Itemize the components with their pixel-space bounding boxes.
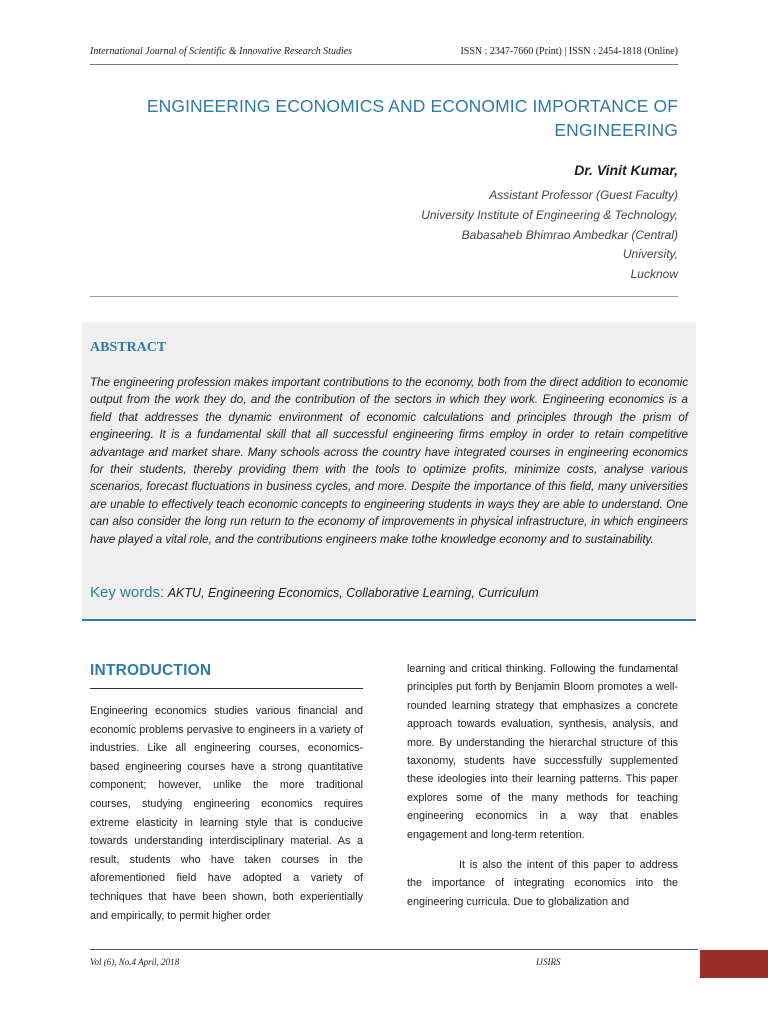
body-paragraph: Engineering economics studies various financial and economic problems pervasive to engineers in a variety of industries. Like all engineering courses, economics-based engineering courses have a strong quantitative component; however, unlike the more traditional courses, studying engineering economics requires extreme elasticity in learning style that is conducive towards understanding interdisciplinary material. As a result, students who have taken courses in the aforementioned field have adopted a variety of techniques that have been shown, both experientially and empirically, to permit higher order bbox=[90, 705, 363, 922]
author-name: Dr. Vinit Kumar, bbox=[574, 162, 678, 178]
abstract-section bbox=[82, 322, 696, 621]
affiliation-line: Babasaheb Bhimrao Ambedkar (Central) bbox=[461, 227, 678, 242]
paper-title-line-2: ENGINEERING bbox=[554, 120, 678, 140]
left-column bbox=[90, 702, 363, 925]
running-header-journal: International Journal of Scientific & Innovative Research Studies bbox=[90, 46, 353, 57]
introduction-divider bbox=[90, 688, 363, 689]
introduction-heading: INTRODUCTION bbox=[90, 662, 212, 679]
affiliation-line: University, bbox=[622, 247, 678, 262]
keywords-list: AKTU, Engineering Economics, Collaborative Learning, Curriculum bbox=[167, 586, 539, 600]
body-paragraph: learning and critical thinking. Following the fundamental principles put forth by Benjamin Bloom promotes a well-rounded learning strategy that emphasizes a concrete approach towards evaluation, synthesis, analysis, and more. By understanding the hierarchal structure of this taxonomy, students have successfully supplemented these ideologies into their learning patterns. This paper explores some of the many methods for teaching engineering economics in a way that enables engagement and long-term retention. bbox=[407, 663, 678, 841]
footer-divider bbox=[90, 949, 698, 950]
footer-accent-bar bbox=[700, 950, 768, 978]
author-divider bbox=[90, 296, 678, 297]
header-divider bbox=[90, 64, 678, 65]
abstract-heading: ABSTRACT bbox=[90, 340, 167, 355]
keywords bbox=[90, 584, 539, 601]
paper-title bbox=[120, 94, 678, 142]
running-header-issn: ISSN : 2347-7660 (Print) | ISSN : 2454-1818 (Online) bbox=[460, 46, 678, 57]
footer-journal-abbr: IJSIRS bbox=[536, 957, 561, 967]
author-affiliation bbox=[421, 186, 678, 285]
affiliation-line: University Institute of Engineering & Technology, bbox=[421, 207, 678, 222]
keywords-label: Key words: bbox=[90, 584, 165, 601]
body-paragraph: It is also the intent of this paper to address the importance of integrating economics into the engineering curricula. Due to globalization and bbox=[407, 859, 678, 908]
right-column bbox=[407, 660, 678, 911]
footer-volume: Vol (6), No.4 April, 2018 bbox=[90, 957, 180, 967]
paper-title-line-1: ENGINEERING ECONOMICS AND ECONOMIC IMPORTANCE OF bbox=[146, 96, 678, 116]
abstract-text: The engineering profession makes important contributions to the economy, both from the direct addition to economic output from the work they do, and the contribution of the sectors in which they work. Engineering economics is a field that addresses the dynamic environment of economic calculations and principles through the prism of engineering. It is a fundamental skill that all successful engineering firms employ in order to retain competitive advantage and market share. Many schools across the country have integrated courses in engineering economics for their students, thereby providing them with the tools to optimize profits, minimize costs, analyse various scenarios, forecast fluctuations in business cycles, and more. Despite the importance of this field, many universities are unable to effectively teach economic concepts to engineering students in ways they are able to understand. One can also consider the long run return to the economy of improvements in physical infrastructure, in which engineers have played a vital role, and the contributions engineers make tothe knowledge economy and to sustainability. bbox=[90, 376, 688, 546]
affiliation-line: Assistant Professor (Guest Faculty) bbox=[489, 188, 678, 202]
affiliation-line: Lucknow bbox=[630, 267, 678, 282]
